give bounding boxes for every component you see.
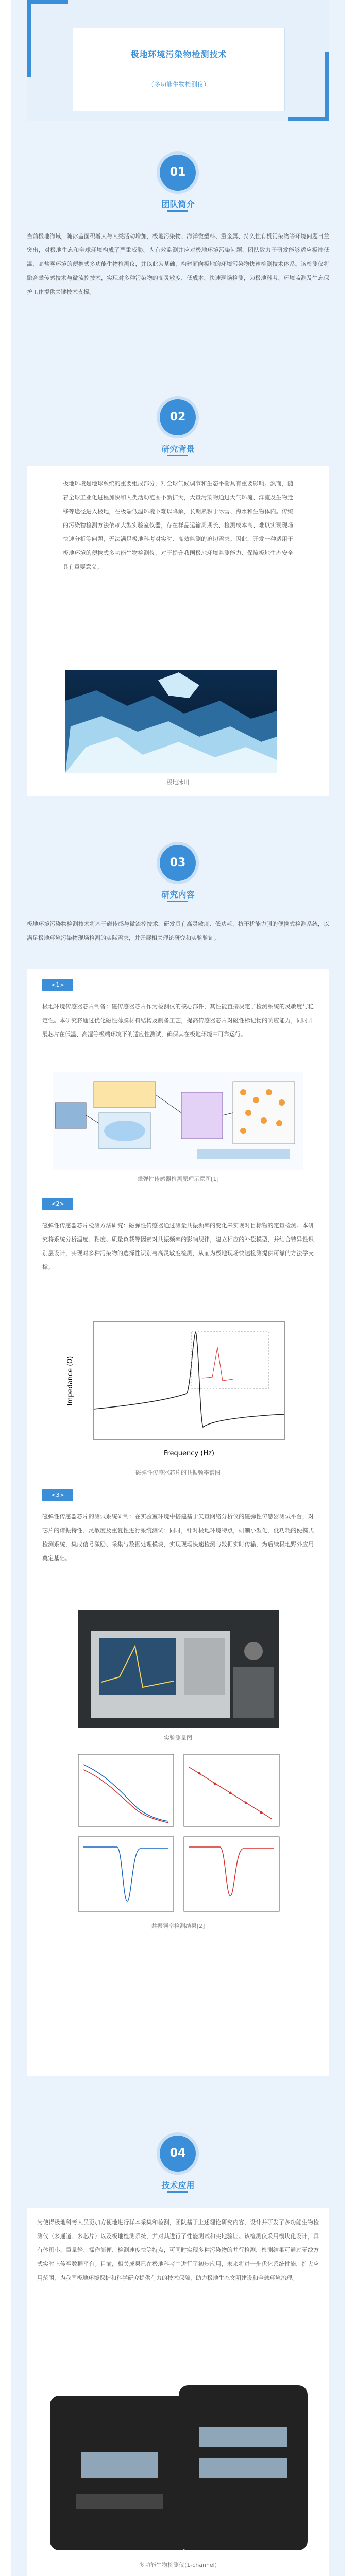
glacier-image [65, 670, 277, 773]
research-item-2-text: 磁弹性传感器芯片检测方法研究：磁弹性传感器通过测量共振频率的变化来实现对目标物的定量检测。本研究将系统分析温度、粘度、质量负载等因素对共振频率的影响规律，建立相应的补偿模型，并结合特异性识别层设计，实现对多种污染物的选择性识别与高灵敏度检测，从而为极地现场快速检测提供可靠的方法学支撑。 [42, 1222, 314, 1270]
chip-window [81, 2452, 158, 2478]
impedance-chart [63, 1316, 295, 1463]
tag-1: <1> [42, 979, 73, 991]
resonance-results-figure [76, 1752, 282, 1917]
chart-xlabel: Frequency (Hz) [163, 1450, 215, 1458]
measurement-photo [78, 1610, 279, 1728]
corner-decoration [325, 52, 329, 121]
chart-ylabel: Impedance (Ω) [66, 1355, 74, 1406]
team-intro-text: 当前极地海域，随冰盖面积增大与人类活动增加，极地污染物、海洋微塑料、重金属、持久性有机污染物等环境问题日益突出，对极地生态和全球环境构成了严重威胁。为有效监测并应对极地环境污染问题，团队致力于研发能够适应极端低温、高盐雾环境的便携式多功能生物检测仪，并以此为基础，构建面向极地的环境污染物快速检测技术体系。该检测仪将融合磁传感技术与微流控技术，实现对多种污染物的高灵敏度、低成本、快速现场检测，为极地科考、环境监测及生态保护工作提供关键技术支撑。 [27, 233, 329, 295]
page-title: 极地环境污染物检测技术 [130, 49, 227, 59]
chip-1-caption: 多功能生物检测仪(1-channel) [139, 2562, 217, 2568]
detection-principle-diagram [53, 1072, 303, 1170]
research-item-1-text: 极地环境传感器芯片制备：磁传感器芯片作为检测仪的核心部件，其性能直接决定了检测系统的灵敏度与稳定性。本研究将通过优化磁性薄膜材料结构及制备工艺，提高传感器芯片对磁性标记物的响应能力，同时开展芯片在低温、高湿等极端环境下的适应性测试，确保其在极地环境中可靠运行。 [42, 1003, 314, 1038]
section-number: 04 [160, 2136, 196, 2172]
research-item-3-text: 磁弹性传感器芯片的测试系统研制：在实验室环境中搭建基于矢量网络分析仪的磁弹性传感器测试平台，对芯片的谐振特性、灵敏度及重复性进行系统测试；同时，针对极地环境特点，研制小型化、低功耗的便携式检测系统，集成信号激励、采集与数据处理模块，实现现场快速检测与数据实时传输，为后续极地野外应用奠定基础。 [42, 1513, 314, 1562]
section-header-application [11, 2136, 345, 2195]
corner-decoration [27, 0, 31, 77]
chip-contacts [76, 2494, 163, 2509]
results-caption: 共振频率检测结果[2] [151, 1923, 205, 1929]
section-title: 技术应用 [161, 2180, 195, 2190]
section-number: 03 [160, 845, 196, 881]
page-subtitle: （多功能生物检测仪） [147, 81, 210, 88]
section-title: 研究背景 [161, 444, 195, 454]
application-text: 为使得极地科考人员更加方便地进行样本采集和检测，团队基于上述理论研究内容，设计并研发了多功能生物检测仪（多通道、多芯片）以及极地检测系统，并对其进行了性能测试和实地验证。该检测仪采用模块化设计，具有体积小、重量轻、操作简便、检测速度快等特点，可同时实现多种污染物的并行检测，检测结果可通过无线方式实时上传至数据平台。目前，相关成果已在极地科考中进行了初步应用，未来将进一步优化系统性能，扩大应用范围，为我国极地环境保护和科学研究提供有力的技术保障，助力极地生态文明建设和全球环境治理。 [37, 2219, 319, 2281]
section-header-background [11, 399, 345, 459]
corner-decoration [288, 117, 329, 121]
research-card [27, 969, 329, 2076]
background-text: 极地环境是地球系统的重要组成部分，对全球气候调节和生态平衡具有重要影响。然而，随着全球工业化进程加快和人类活动范围不断扩大，大量污染物通过大气环流、洋流及生物迁移等途径进入极地，在极端低温环境下难以降解，长期累积于冰雪、海水和生物体内。传统的污染物检测方法依赖大型实验室仪器，存在样品运输周期长、检测成本高、难以实现现场快速分析等问题，无法满足极地科考对实时、高效监测的迫切需求。因此，开发一种适用于极地环境的便携式多功能生物检测仪，对于提升我国极地环境监测能力、保障极地生态安全具有重要意义。 [63, 480, 293, 570]
glacier-caption: 极地冰川 [166, 779, 190, 786]
corner-decoration [27, 0, 68, 4]
chip-1-channel [50, 2396, 189, 2550]
section-title: 团队简介 [161, 199, 195, 209]
title-box [73, 28, 284, 111]
section-header-research [11, 845, 345, 904]
title-banner [27, 0, 329, 121]
section-number: 02 [160, 399, 196, 435]
section-number: 01 [160, 155, 196, 191]
tag-2: <2> [42, 1198, 73, 1210]
resonance-caption: 磁弹性传感器芯片的共振频率谱图 [135, 1469, 221, 1476]
section-underline [167, 455, 188, 456]
chip-window [199, 2458, 287, 2478]
section-underline [167, 210, 188, 212]
chip-window [199, 2427, 287, 2447]
chip-2-channels [179, 2385, 308, 2550]
research-intro-text: 极地环境污染物检测技术将基于磁传感与微流控技术，研发具有高灵敏度、低功耗、抗干扰能力强的便携式检测系统，以满足极地环境污染物现场检测的实际需求，并开展相关理论研究和实验验证。 [27, 921, 329, 941]
section-header-team [11, 155, 345, 214]
background-card [27, 466, 329, 796]
section-title: 研究内容 [161, 890, 195, 900]
section-underline [167, 2191, 188, 2193]
tag-3: <3> [42, 1489, 73, 1501]
principle-caption: 磁弹性传感器检测原理示意图[1] [137, 1176, 219, 1182]
article [11, 0, 345, 2576]
section-underline [167, 901, 188, 902]
measurement-caption: 实验测量图 [164, 1735, 192, 1741]
application-card [27, 2208, 329, 2576]
